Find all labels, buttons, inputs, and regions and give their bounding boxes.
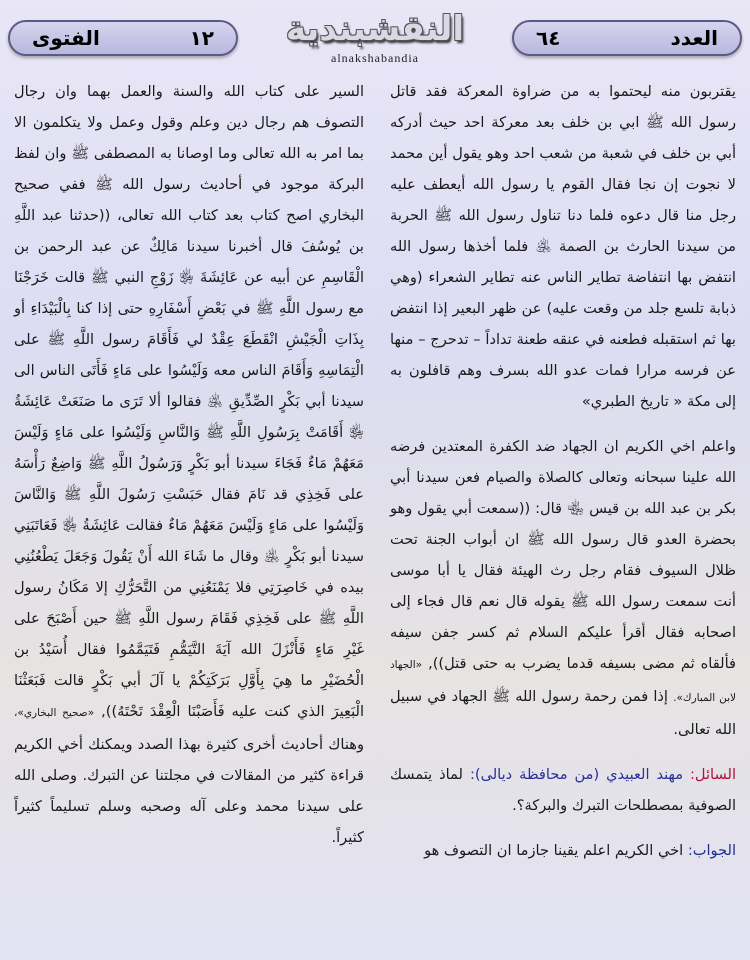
logo-subtitle: alnakshabandia (331, 51, 419, 65)
paragraph (14, 76, 364, 853)
paragraph-text: إذا فمن رحمة رسول الله ﷺ الجهاد في سبيل الله تعالى. (390, 688, 736, 738)
asker-name: مهند العبيدي (من محافظة ديالى): (469, 766, 684, 783)
section-label: الفتوى (32, 26, 100, 50)
left-column (14, 76, 364, 853)
page-number: ١٢ (189, 26, 214, 50)
right-column (390, 76, 736, 866)
paragraph (390, 431, 736, 745)
issue-number: ٦٤ (536, 26, 561, 50)
answer-label: الجواب: (687, 842, 736, 859)
paragraph-text: السير على كتاب الله والسنة والعمل بهما وان رجال التصوف هم رجال دين وعلم وقول وعمل ولا يتكلمون الا بما امر به الله تعالى وما اوصانا به المصطفى ﷺ وان لفظ البركة موجود في أحاديث رسول الله ﷺ ففي صحيح البخاري اصح كتاب بعد كتاب الله تعالى، ((حدثنا عبد اللَّهِ بن يُوسُفَ قال أخبرنا سيدنا مَالِكٌ عن عبد الرحمن بن الْقَاسِمِ عن أبيه عن عَائِشَةَ ﵂ زَوْجِ النبي ﷺ قالت خَرَجْنَا مع رسول اللَّهِ ﷺ في بَعْضِ أَسْفَارِهِ حتى إذا كنا بِالْبَيْدَاءِ أو بِذَاتِ الْجَيْشِ انْقَطَعَ عِقْدٌ لي فَأَقَامَ رسول اللَّهِ ﷺ على الْتِمَاسِهِ وَأَقَامَ الناس معه وَلَيْسُوا على مَاءٍ فَأَتَى الناس الى سيدنا أبي بَكْرٍ الصِّدِّيقِ ﵁ فقالوا ألا تَرَى ما صَنَعَتْ عَائِشَةُ ﵂ أَقَامَتْ بِرَسُولِ اللَّهِ ﷺ وَالنَّاسِ وَلَيْسُوا على مَاءٍ وَلَيْسَ مَعَهُمْ مَاءٌ فَجَاءَ سيدنا أبو بَكْرٍ وَرَسُولُ اللَّهِ ﷺ وَاضِعٌ رَأْسَهُ على فَخِذِي قد نَامَ فقال حَبَسْتِ رَسُولَ اللَّهِ ﷺ وَالنَّاسَ وَلَيْسُوا على مَاءٍ وَلَيْسَ مَعَهُمْ مَاءٌ فقالت عَائِشَةُ ﵂ فَعَاتَبَنِي سيدنا أبو بَكْرٍ ﵁ وقال ما شَاءَ الله أَنْ يَقُولَ وَجَعَلَ يَطْعُنُنِي بيده في خَاصِرَتِي فلا يَمْنَعُنِي من التَّحَرُّكِ إلا مَكَانُ رسول اللَّهِ ﷺ على فَخِذِي فَقَامَ رسول اللَّهِ ﷺ حين أَصْبَحَ على غَيْرِ مَاءٍ فَأَنْزَلَ الله آيَةَ التَّيَمُّمِ فَتَيَمَّمُوا فقال أُسَيْدُ بن الْحُضَيْرِ ما هِيَ بِأَوَّلِ بَرَكَتِكُمْ يا آلَ أبي بَكْرٍ قالت فَبَعَثْنَا الْبَعِيرَ الذي كنت عليه فَأَصَبْنَا الْعِقْدَ تَحْتَهُ)), (14, 83, 365, 720)
paragraph: يقتربون منه ليحتموا به من ضراوة المعركة فقد قاتل رسول الله ﷺ ابي بن خلف بعد معركة احد حيث أدركه أبي بن خلف في شعبة من شعب احد وهو يقول أين محمد لا نجوت إن نجا فقال القوم يا رسول الله أيعطف عليه رجل منا قال دعوه فلما دنا تناول رسول الله ﷺ الحربة من سيدنا الحارث بن الصمة ﵁ فلما أخذها رسول الله انتفض بها انتفاضة تطاير الناس عنه تطاير الشعراء (وهي ذبابة تلسع جلد من وقعت عليه) عن ظهر البعير إذا انتفض بها ثم استقبله فطعنه في عنقه طعنة تداداً – تدحرج – منها عن فرسه مرارا فمات عدو الله بسرف وهم قافلون به إلى مكة « تاريخ الطبري» (390, 83, 736, 410)
source-citation: «صحيح البخاري»، (14, 707, 95, 719)
answer-text: اخي الكريم اعلم يقينا جازما ان التصوف هو (424, 842, 684, 859)
section-banner (8, 20, 238, 56)
issue-label: العدد (670, 26, 718, 50)
source-citation: «الجهاد لابن المبارك». (390, 659, 736, 704)
paragraph-text: واعلم اخي الكريم ان الجهاد ضد الكفرة المعتدين فرضه الله علينا سبحانه وتعالى كالصلاة والصيام فعن سيدنا أبي بكر بن عبد الله بن قيس ﵄ قال: ((سمعت أبي يقول وهو بحضرة العدو قال رسول الله ﷺ ان أبواب الجنة تحت ظلال السيوف فقام رجل رث الهيئة فقال يا أبا موسى أنت سمعت رسول الله ﷺ يقوله قال نعم قال فجاء إلى اصحابه فقال أقرأ عليكم السلام ثم كسر جفن سيفه فألقاه ثم مضى بسيفه قدما يضرب به حتى قتل)), (390, 438, 737, 672)
question-label: السائل: (690, 766, 737, 783)
magazine-logo (260, 6, 490, 68)
question-text: لماذ يتمسك الصوفية بمصطلحات التبرك والبركة؟. (390, 766, 736, 814)
paragraph-text: وهناك أحاديث أخرى كثيرة بهذا الصدد ويمكنك أخي الكريم قراءة كثير من المقالات في مجلتنا عن التبرك. وصلى الله على سيدنا محمد وعلى آله وصحبه وسلم تسليماً كثيراً كثيراً. (14, 736, 364, 846)
issue-banner (512, 20, 742, 56)
page-header (8, 6, 742, 70)
answer (390, 835, 736, 866)
logo-title: النقشبندية (285, 9, 465, 49)
question (390, 759, 736, 821)
